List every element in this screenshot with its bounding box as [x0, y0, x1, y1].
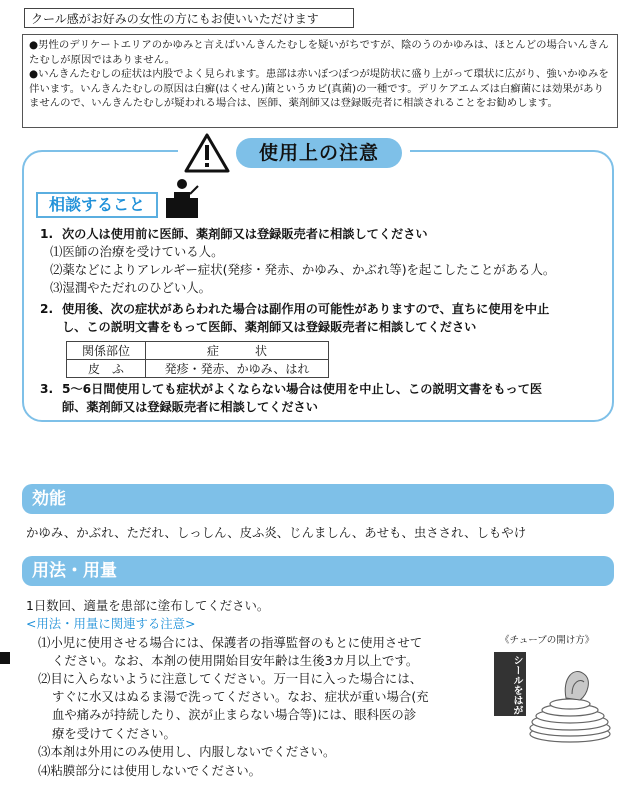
warning-icon: [184, 132, 230, 174]
usage-item-4: ⑷粘膜部分には使用しないでください。: [38, 763, 262, 778]
usage-item-line: 療を受けてください。: [52, 725, 176, 741]
efficacy-header: 効能: [22, 484, 614, 514]
item-text: 5～6日間使用しても症状がよくならない場合は使用を中止し、この説明文書をもって医: [62, 382, 543, 396]
item-number: 1.: [40, 227, 54, 241]
item-number: 2.: [40, 302, 54, 316]
caution-item-2-line2: し、この説明文書をもって医師、薬剤師又は登録販売者に相談してください: [62, 320, 477, 334]
usage-item-2: [38, 670, 478, 743]
usage-item-1: [38, 634, 478, 670]
tube-seal-label: シールをはがしてお使いください: [511, 655, 522, 805]
table-header-cell: 症 状: [146, 342, 329, 360]
item-number: 3.: [40, 382, 54, 396]
caution-item-1: [40, 225, 428, 243]
usage-item-line: すぐに水又はぬるま湯で洗ってください。なお、症状が重い場合(充: [52, 689, 429, 705]
item-text: 使用後、次の症状があらわれた場合は副作用の可能性がありますので、直ちに使用を中止: [62, 302, 550, 316]
usage-text: 1日数回、適量を患部に塗布してください。: [26, 598, 270, 613]
usage-item-3: ⑶本剤は外用にのみ使用し、内服しないでください。: [38, 744, 336, 759]
table-header-row: [67, 342, 329, 360]
intro-box: [22, 34, 618, 128]
caution-item-1-sub-3: ⑶湿潤やただれのひどい人。: [50, 280, 212, 295]
caution-item-3: [40, 380, 542, 398]
usage-item-line: ⑵目に入らないように注意してください。万一目に入った場合には、: [38, 671, 423, 686]
table-cell: 発疹・発赤、かゆみ、はれ: [146, 360, 329, 378]
tube-caption: 《チューブの開け方》: [500, 635, 595, 646]
item-text: 次の人は使用前に医師、薬剤師又は登録販売者に相談してください: [62, 227, 428, 241]
caution-item-1-sub-1: ⑴医師の治療を受けている人。: [50, 244, 224, 259]
caution-item-3-line2: 師、薬剤師又は登録販売者に相談してください: [62, 400, 318, 414]
caution-title: 使用上の注意: [236, 138, 402, 168]
usage-item-line: 血や痛みが持続したり、涙が止まらない場合等)には、眼科医の診: [52, 707, 417, 723]
pharmacist-icon: [160, 176, 202, 220]
consult-label: 相談すること: [36, 192, 158, 218]
usage-header: 用法・用量: [22, 556, 614, 586]
table-cell: 皮 ふ: [67, 360, 146, 378]
header-tag: クール感がお好みの女性の方にもお使いいただけます: [24, 8, 354, 28]
caution-item-1-sub-2: ⑵薬などによりアレルギー症状(発疹・発赤、かゆみ、かぶれ等)を起こしたことがある人。: [50, 262, 556, 277]
intro-paragraph-2: ●いんきんたむしの症状は内股でよく見られます。患部は赤いぼつぼつが堤防状に盛り上がって環状に広がり、強いかゆみを伴います。いんきんたむしの原因は白癬(はくせん)菌というカビ(真菌)の一種です。デリケアエムズは白癬菌には効果がありませんので、いんきんたむしが疑われる場合は、医師、薬剤師又は登録販売者に相談されることをお勧めします。: [29, 68, 609, 110]
margin-mark: [0, 652, 10, 664]
intro-paragraph-1: ●男性のデリケートエリアのかゆみと言えばいんきんたむしを疑いがちですが、陰のうのかゆみは、ほとんどの場合いんきんたむしが原因ではありません。: [29, 39, 609, 66]
usage-item-line: ください。なお、本剤の使用開始目安年齢は生後3カ月以上です。: [52, 653, 419, 669]
side-effects-table: [66, 341, 329, 378]
table-header-cell: 関係部位: [67, 342, 146, 360]
usage-precaution-title: <用法・用量に関連する注意>: [26, 616, 196, 631]
efficacy-text: かゆみ、かぶれ、ただれ、しっしん、皮ふ炎、じんましん、あせも、虫さされ、しもやけ: [26, 525, 527, 540]
usage-item-line: ⑴小児に使用させる場合には、保護者の指導監督のもとに使用させて: [38, 635, 423, 650]
caution-item-2: [40, 300, 549, 318]
table-row: [67, 360, 329, 378]
